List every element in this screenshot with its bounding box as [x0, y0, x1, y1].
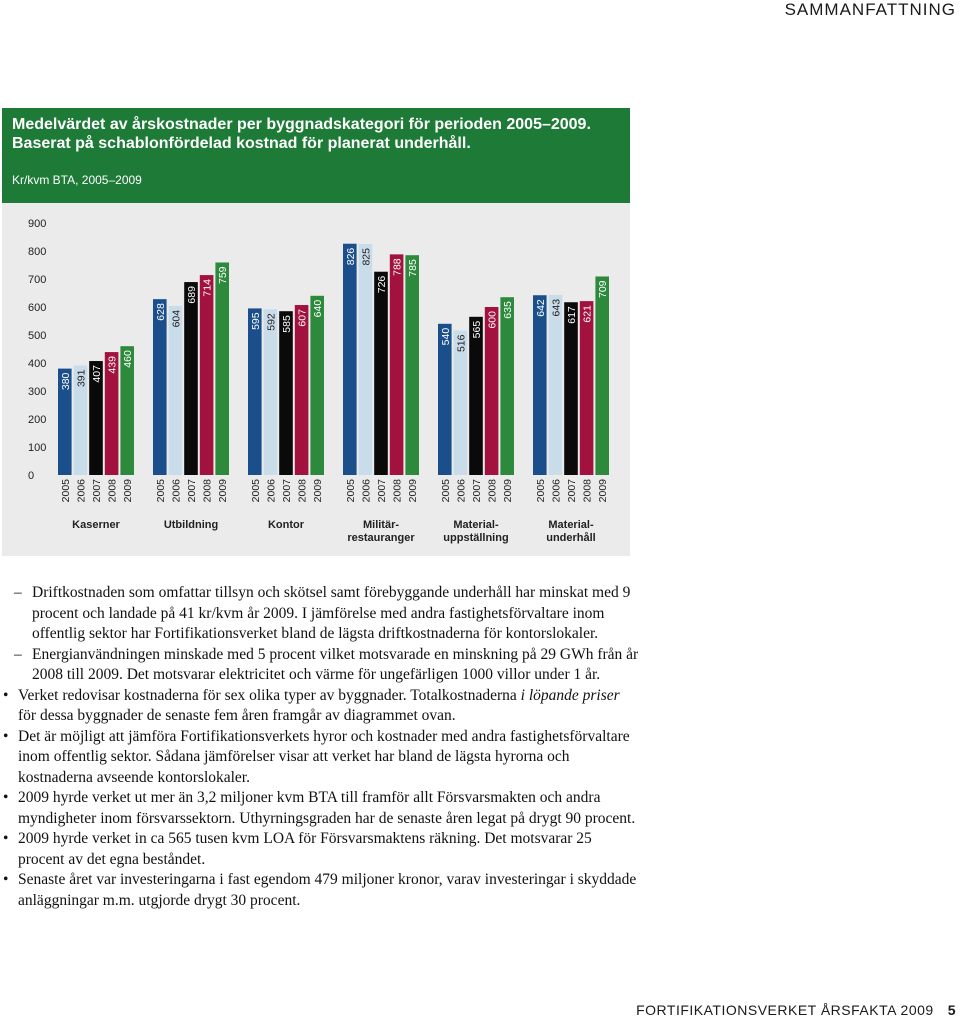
x-tick-label: 2005 [154, 479, 167, 503]
x-tick-label: 2008 [391, 479, 404, 503]
category-label: Kaserner [72, 519, 120, 531]
x-tick-label: 2009 [122, 479, 135, 503]
bullet-marker: • [3, 871, 9, 888]
bar [279, 311, 293, 475]
section-header: SAMMANFATTNING [784, 0, 956, 19]
data-label: 759 [217, 266, 230, 285]
data-label: 604 [170, 309, 183, 328]
data-label: 600 [486, 311, 499, 329]
data-label: 714 [201, 279, 214, 297]
bar [500, 297, 514, 475]
x-tick-label: 2005 [534, 479, 547, 503]
data-label: 689 [186, 286, 198, 304]
y-tick-label: 200 [28, 414, 47, 426]
x-tick-label: 2007 [471, 479, 483, 503]
x-tick-label: 2009 [502, 479, 515, 503]
dash-marker: – [14, 584, 22, 601]
dash-item [0, 583, 640, 645]
bar [549, 295, 563, 475]
y-tick-label: 900 [28, 218, 47, 230]
bar [469, 317, 483, 475]
data-label: 516 [455, 334, 468, 353]
page-footer [636, 1002, 956, 1018]
bullet-item [0, 870, 640, 911]
bar [264, 309, 278, 475]
data-label: 540 [439, 327, 452, 346]
bar [390, 254, 404, 475]
data-label: 640 [312, 299, 325, 318]
page-number: 5 [947, 1002, 956, 1018]
bar [215, 262, 229, 475]
bullet-marker: • [3, 789, 9, 806]
data-label: 380 [59, 372, 72, 391]
data-label: 565 [471, 320, 483, 339]
y-tick-label: 100 [28, 442, 47, 454]
bar [295, 305, 309, 475]
data-label: 460 [122, 350, 135, 368]
bar [485, 307, 499, 475]
category-label: Material- [453, 519, 499, 531]
bullet-marker: • [3, 686, 9, 704]
bar [169, 306, 183, 475]
y-tick-label: 700 [28, 274, 47, 286]
y-tick-label: 600 [28, 302, 47, 314]
item-text: Driftkostnaden som omfattar tillsyn och skötsel samt förebyggande underhåll har minskat med 9 procent och landade på 41 kr/kvm år 2009. I jämförelse med andra fastighetsförvaltare inom offentlig sektor har Fortifikationsverket bland de lägsta driftkostnaderna för kontorslokaler. [32, 584, 631, 642]
bar [438, 324, 452, 475]
data-label: 407 [91, 365, 103, 383]
item-text: Det är möjligt att jämföra Fortifikationsverkets hyror och kostnader med andra fastighetsförvaltare inom offentlig sektor. Sådana jämförelser visar att verket har bland de lägsta hyrorna och kostnaderna avseende kontorslokaler. [18, 727, 630, 786]
data-label: 585 [281, 315, 293, 333]
data-label: 391 [75, 369, 88, 388]
category-label: Utbildning [163, 519, 219, 531]
bar [184, 282, 198, 475]
x-tick-label: 2008 [296, 479, 309, 503]
bar [580, 301, 594, 475]
category-label: Kontor [267, 519, 305, 531]
data-label: 726 [376, 275, 388, 294]
data-label: 595 [249, 312, 262, 330]
x-tick-label: 2007 [91, 479, 103, 503]
item-text: 2009 hyrde verket in ca 565 tusen kvm LOA för Försvarsmaktens räkning. Det motsvarar 25 procent av det egna beståndet. [18, 830, 592, 868]
category-label: Material- [548, 519, 594, 531]
data-label: 592 [265, 313, 278, 331]
x-tick-label: 2009 [597, 479, 610, 503]
data-label: 785 [407, 259, 420, 277]
bar [200, 275, 214, 475]
x-tick-label: 2009 [407, 479, 420, 503]
bar [595, 276, 609, 475]
bar [533, 295, 547, 475]
x-tick-label: 2006 [170, 479, 183, 503]
x-tick-label: 2006 [75, 479, 88, 503]
bullet-item [0, 829, 640, 870]
dash-item [0, 645, 640, 686]
italic-text: i löpande priser [520, 686, 620, 704]
data-label: 628 [154, 303, 167, 321]
item-text: Senaste året var investeringarna i fast egendom 479 miljoner kronor, varav investeringar i skyddade anläggningar m.m. utgjorde drygt 30 procent. [18, 871, 637, 909]
x-tick-label: 2005 [439, 479, 452, 503]
item-text: för dessa byggnader de senaste fem åren framgår av diagrammet ovan. [18, 707, 456, 724]
x-tick-label: 2006 [360, 479, 373, 503]
bullet-item [0, 788, 640, 829]
footer-title: FORTIFIKATIONSVERKET ÅRSFAKTA 2009 [636, 1002, 934, 1018]
bar [359, 244, 373, 475]
data-label: 621 [581, 305, 594, 323]
data-label: 439 [106, 356, 119, 374]
x-tick-label: 2005 [344, 479, 357, 503]
x-tick-label: 2007 [566, 479, 578, 503]
x-tick-label: 2007 [281, 479, 293, 503]
bar [564, 302, 578, 475]
bar [374, 272, 388, 475]
x-tick-label: 2006 [455, 479, 468, 503]
data-label: 607 [296, 309, 309, 327]
data-label: 825 [360, 248, 373, 266]
y-tick-label: 500 [28, 330, 47, 342]
x-tick-label: 2008 [106, 479, 119, 503]
data-label: 643 [550, 298, 563, 317]
item-text: Energianvändningen minskade med 5 procent vilket motsvarade en minskning på 29 GWh från år 2008 till 2009. Det motsvarar elektricitet och värme för ungefärligen 1000 villor under 1 år. [32, 645, 639, 683]
x-tick-label: 2005 [249, 479, 262, 503]
bar [405, 255, 419, 475]
dash-marker: – [14, 645, 22, 663]
bullet-item [0, 727, 640, 789]
chart-subtitle: Kr/kvm BTA, 2005–2009 [12, 173, 142, 187]
y-tick-label: 800 [28, 246, 47, 258]
x-tick-label: 2008 [486, 479, 499, 503]
category-label: Militär- [362, 519, 400, 531]
x-tick-label: 2009 [312, 479, 325, 503]
bar [248, 308, 262, 475]
bar [310, 296, 324, 475]
bullet-item [0, 686, 640, 727]
x-tick-label: 2007 [186, 479, 198, 503]
chart-panel [2, 108, 630, 556]
x-tick-label: 2006 [265, 479, 278, 503]
x-tick-label: 2006 [550, 479, 563, 503]
x-tick-label: 2005 [59, 479, 72, 503]
chart-title: Medelvärdet av årskostnader per byggnadskategori för perioden 2005–2009. Baserat på schablonfördelad kostnad för planerat underhåll. [12, 116, 591, 152]
data-label: 709 [597, 280, 610, 299]
x-tick-label: 2008 [581, 479, 594, 503]
bullet-marker: • [3, 727, 9, 745]
y-tick-label: 400 [28, 358, 47, 370]
bar [153, 299, 167, 475]
x-tick-label: 2007 [376, 479, 388, 503]
body-text [0, 583, 640, 911]
bullet-marker: • [3, 830, 9, 847]
item-text: Verket redovisar kostnaderna för sex olika typer av byggnader. Totalkostnaderna [18, 686, 521, 704]
category-label: underhåll [546, 532, 596, 544]
bar-chart [2, 108, 630, 556]
data-label: 788 [391, 258, 404, 276]
y-tick-label: 0 [28, 470, 35, 482]
data-label: 617 [566, 306, 578, 324]
category-label: uppställning [443, 532, 509, 544]
x-tick-label: 2008 [201, 479, 214, 503]
category-label: restauranger [347, 532, 415, 544]
data-label: 635 [502, 301, 515, 319]
data-label: 642 [534, 299, 547, 317]
bar [343, 244, 357, 475]
data-label: 826 [344, 247, 357, 266]
y-tick-label: 300 [28, 386, 47, 398]
x-tick-label: 2009 [217, 479, 230, 503]
item-text: 2009 hyrde verket ut mer än 3,2 miljoner kvm BTA till framför allt Försvarsmakten och andra myndigheter inom försvarssektorn. Uthyrningsgraden har de senaste åren legat på drygt 90 procent. [18, 789, 636, 827]
